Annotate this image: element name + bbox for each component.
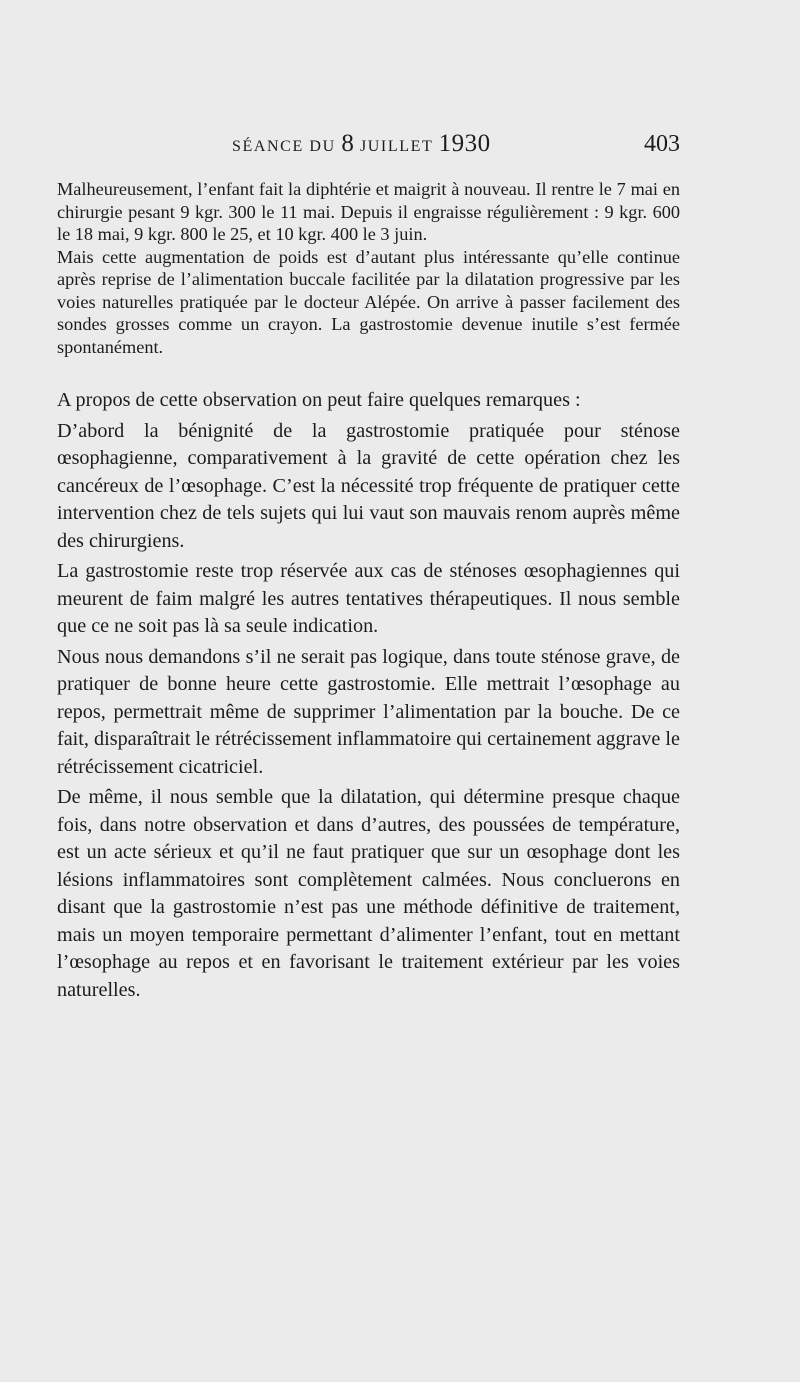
page-header [232, 130, 680, 158]
running-head-year: 1930 [438, 130, 491, 157]
paragraph-malheureusement: Malheureusement, l’enfant fait la diphtérie et maigrit à nouveau. Il rentre le 7 mai en chirurgie pesant 9 kgr. 300 le 11 mai. Depuis il engraisse régulièrement : 9 kgr. 600 le 18 mai, 9 kgr. 800 le 25, et 10 kgr. 400 le 3 juin. [57, 179, 680, 244]
running-head [232, 130, 491, 158]
running-head-seance: SÉANCE DU [232, 138, 342, 155]
paragraph-benignite: D’abord la bénignité de la gastrostomie pratiquée pour sténose œsophagienne, comparativement à la gravité de cette opération chez les cancéreux de l’œsophage. C’est la nécessité trop fréquente de pratiquer cette intervention chez de tels sujets qui lui vaut son mauvais renom auprès même des chirurgiens. [57, 419, 680, 552]
paragraph-augmentation: Mais cette augmentation de poids est d’autant plus intéressante qu’elle continue après reprise de l’alimentation buccale facilitée par la dilatation progressive par les voies naturelles pratiquée par le docteur Alépée. On arrive à passer facilement des sondes grosses comme un crayon. La gastrostomie devenue inutile s’est fermée spontanément. [57, 246, 680, 357]
page-body [57, 178, 680, 1004]
paragraph-dilatation: De même, il nous semble que la dilatation, qui détermine presque chaque fois, dans notre observation et dans d’autres, des poussées de température, est un acte sérieux et qu’il ne faut pratiquer que sur un œsophage dont les lésions inflammatoires sont complètement calmées. Nous concluerons en disant que la gastrostomie n’est pas une méthode définitive de traitement, mais un moyen temporaire permettant d’alimenter l’enfant, tout en mettant l’œsophage au repos et en favorisant le traitement extérieur par les voies naturelles. [57, 786, 680, 1001]
running-head-day: 8 [341, 130, 355, 157]
paragraph-reservee: La gastrostomie reste trop réservée aux cas de sténoses œsophagiennes qui meurent de faim malgré les autres tentatives thérapeutiques. Il nous semble que ce ne soit pas là sa seule indication. [57, 560, 680, 637]
section-gap [57, 358, 680, 387]
page-number: 403 [644, 131, 680, 157]
paragraph-logique: Nous nous demandons s’il ne serait pas logique, dans toute sténose grave, de pratiquer de bonne heure cette gastrostomie. Elle mettrait l’œsophage au repos, permettrait même de supprimer l’alimentation par la bouche. De ce fait, disparaîtrait le rétrécissement inflammatoire qui certainement aggrave le rétrécissement cicatriciel. [57, 645, 680, 778]
running-head-month: JUILLET [354, 138, 439, 155]
paragraph-remarques: A propos de cette observation on peut faire quelques remarques : [57, 389, 581, 411]
